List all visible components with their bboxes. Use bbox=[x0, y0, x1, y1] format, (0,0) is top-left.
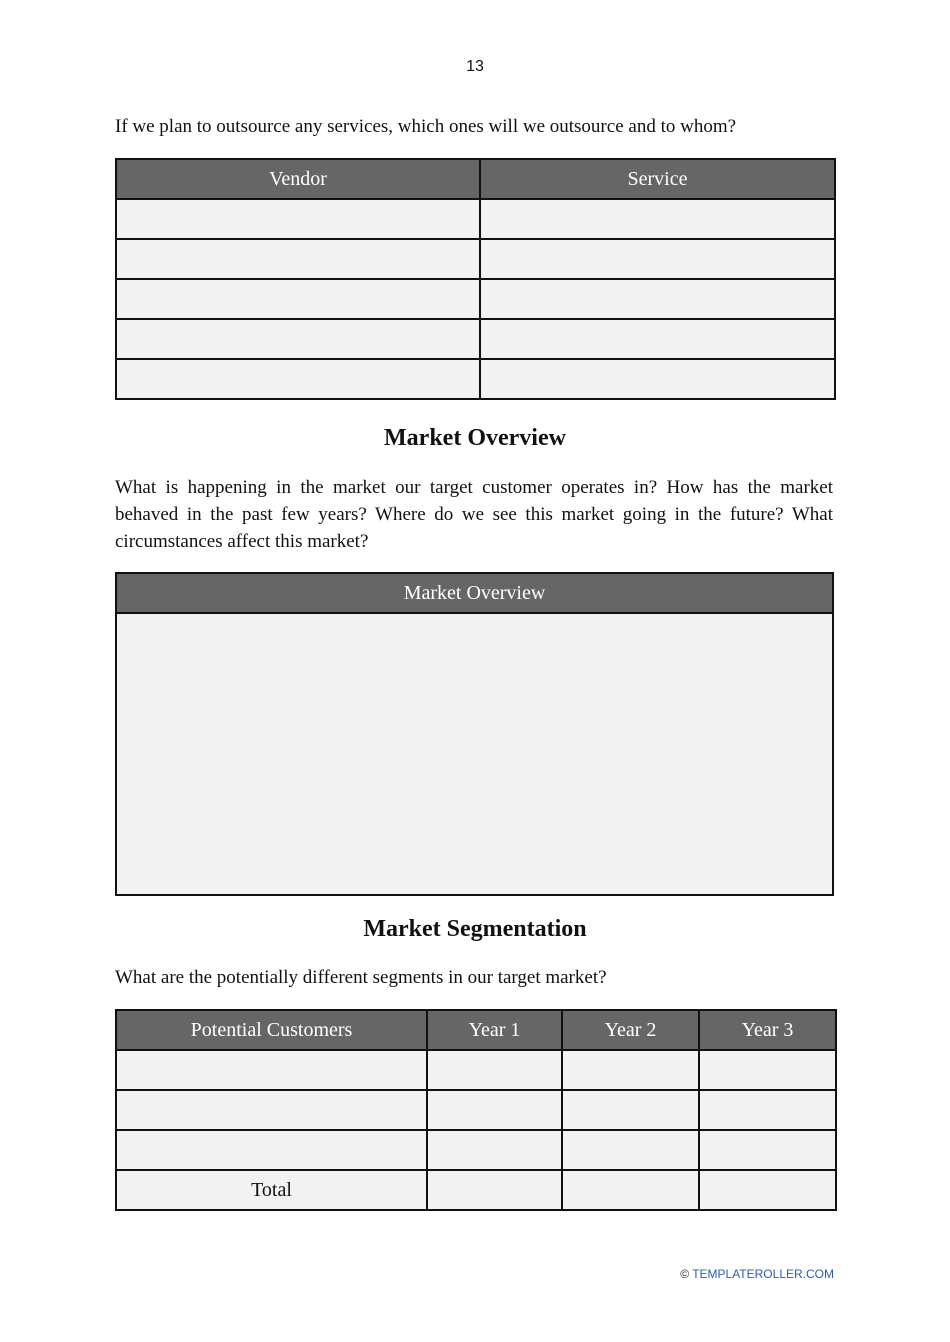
year-3-cell[interactable] bbox=[699, 1130, 836, 1170]
templateroller-link[interactable]: TEMPLATEROLLER.COM bbox=[692, 1267, 834, 1281]
vendor-cell[interactable] bbox=[116, 279, 480, 319]
year-1-cell[interactable] bbox=[427, 1090, 562, 1130]
market-segmentation-table bbox=[115, 1009, 837, 1211]
potential-customers-column-header: Potential Customers bbox=[116, 1010, 427, 1050]
service-column-header: Service bbox=[480, 159, 835, 199]
table-row bbox=[116, 239, 835, 279]
customer-cell[interactable] bbox=[116, 1090, 427, 1130]
vendor-column-header: Vendor bbox=[116, 159, 480, 199]
table-row bbox=[116, 199, 835, 239]
service-cell[interactable] bbox=[480, 279, 835, 319]
customer-cell[interactable] bbox=[116, 1050, 427, 1090]
year-1-total-cell[interactable] bbox=[427, 1170, 562, 1210]
table-header-row bbox=[116, 573, 833, 613]
year-1-cell[interactable] bbox=[427, 1130, 562, 1170]
total-label: Total bbox=[116, 1170, 427, 1210]
outsource-question: If we plan to outsource any services, which ones will we outsource and to whom? bbox=[115, 116, 737, 137]
year-3-column-header: Year 3 bbox=[699, 1010, 836, 1050]
year-2-column-header: Year 2 bbox=[562, 1010, 699, 1050]
year-3-total-cell[interactable] bbox=[699, 1170, 836, 1210]
market-segmentation-heading: Market Segmentation bbox=[363, 916, 587, 942]
vendor-service-table bbox=[115, 158, 836, 400]
year-1-column-header: Year 1 bbox=[427, 1010, 562, 1050]
year-2-cell[interactable] bbox=[562, 1090, 699, 1130]
page-number: 13 bbox=[466, 58, 484, 75]
table-row bbox=[116, 1130, 836, 1170]
year-1-cell[interactable] bbox=[427, 1050, 562, 1090]
service-cell[interactable] bbox=[480, 199, 835, 239]
vendor-cell[interactable] bbox=[116, 319, 480, 359]
table-row bbox=[116, 1050, 836, 1090]
market-overview-cell[interactable] bbox=[116, 613, 833, 895]
year-2-total-cell[interactable] bbox=[562, 1170, 699, 1210]
table-row bbox=[116, 613, 833, 895]
market-overview-column-header: Market Overview bbox=[116, 573, 833, 613]
table-header-row bbox=[116, 159, 835, 199]
year-3-cell[interactable] bbox=[699, 1090, 836, 1130]
year-3-cell[interactable] bbox=[699, 1050, 836, 1090]
service-cell[interactable] bbox=[480, 319, 835, 359]
customer-cell[interactable] bbox=[116, 1130, 427, 1170]
market-overview-table bbox=[115, 572, 834, 896]
footer bbox=[680, 1267, 834, 1281]
service-cell[interactable] bbox=[480, 239, 835, 279]
year-2-cell[interactable] bbox=[562, 1130, 699, 1170]
market-overview-question: What is happening in the market our target customer operates in? How has the market behaved in the past few years? Where do we see this market going in the future? What circumstances affect this market? bbox=[115, 477, 833, 552]
copyright-symbol: © bbox=[680, 1267, 690, 1281]
vendor-cell[interactable] bbox=[116, 199, 480, 239]
market-overview-heading: Market Overview bbox=[384, 425, 566, 451]
table-header-row bbox=[116, 1010, 836, 1050]
table-row bbox=[116, 279, 835, 319]
table-row bbox=[116, 1090, 836, 1130]
vendor-cell[interactable] bbox=[116, 239, 480, 279]
market-segmentation-question: What are the potentially different segments in our target market? bbox=[115, 967, 607, 988]
total-row bbox=[116, 1170, 836, 1210]
table-row bbox=[116, 319, 835, 359]
year-2-cell[interactable] bbox=[562, 1050, 699, 1090]
vendor-cell[interactable] bbox=[116, 359, 480, 399]
table-row bbox=[116, 359, 835, 399]
service-cell[interactable] bbox=[480, 359, 835, 399]
